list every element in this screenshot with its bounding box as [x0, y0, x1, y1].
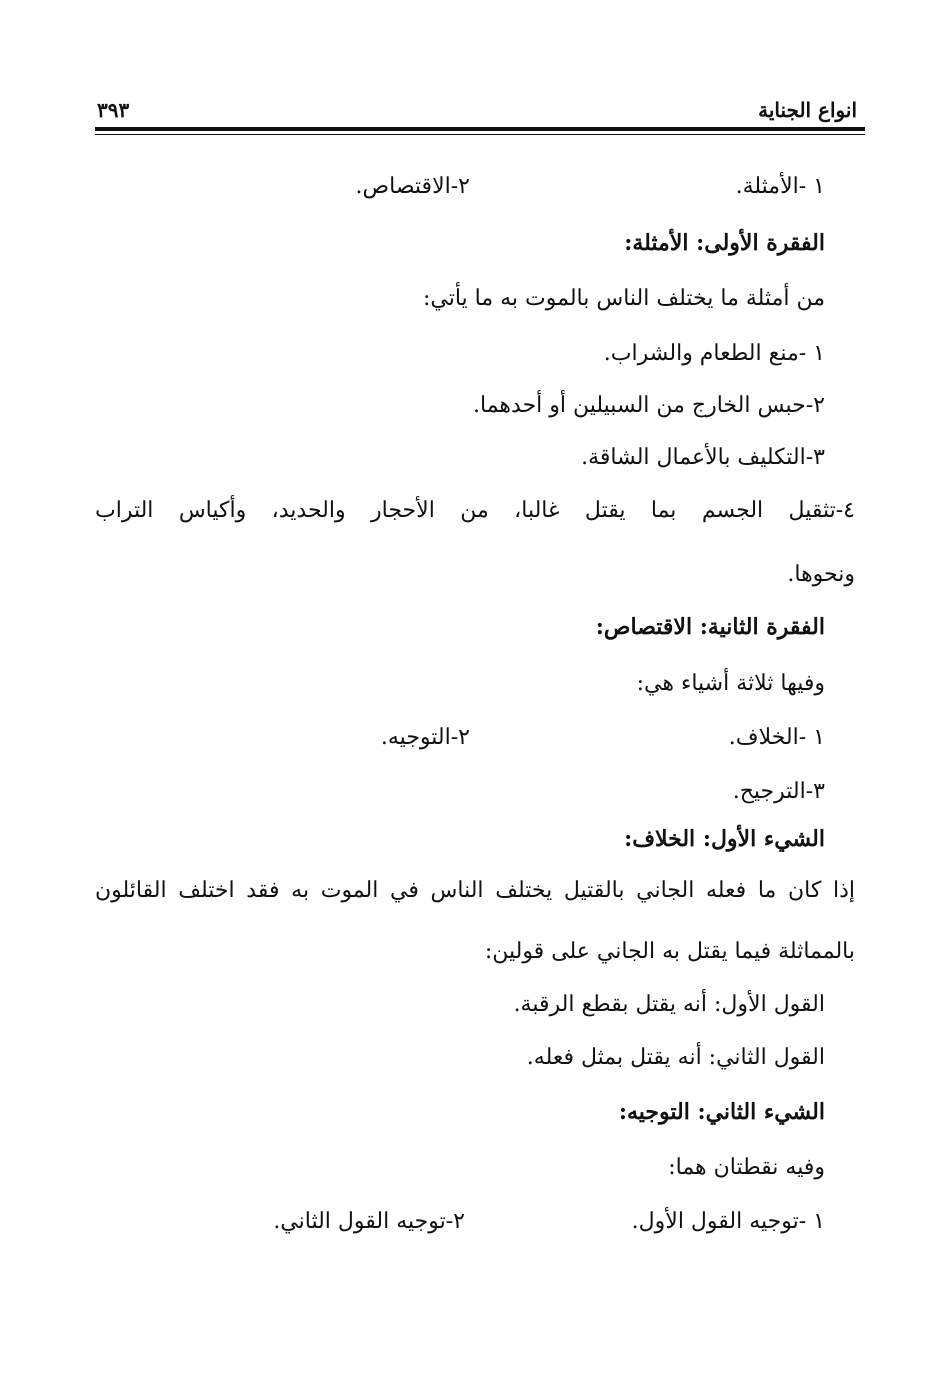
header-rule-thick — [95, 127, 865, 131]
list-item-2: ٢-حبس الخارج من السبيلين أو أحدهما. — [473, 393, 825, 418]
paragraph-three-things: وفيها ثلاثة أشياء هي: — [636, 671, 825, 696]
opinion-first: القول الأول: أنه يقتل بقطع الرقبة. — [513, 992, 825, 1017]
section-heading-justification: الشيء الثاني: التوجيه: — [618, 1099, 825, 1125]
paragraph-two-points: وفيه نقطتان هما: — [668, 1155, 825, 1180]
list-item-justify-second: ٢-توجيه القول الثاني. — [273, 1209, 465, 1234]
list-item-1: ١ -منع الطعام والشراب. — [603, 341, 825, 366]
list-item-4: ٤-تثقيل الجسم بما يقتل غالبا، من الأحجار والحديد، وأكياس التراب — [95, 498, 855, 523]
paragraph-disagreement-continuation: بالمماثلة فيما يقتل به الجاني على قولين: — [484, 939, 855, 964]
list-item-disagreement: ١ -الخلاف. — [728, 725, 825, 750]
list-item-retaliation: ٢-الاقتصاص. — [355, 174, 470, 199]
chapter-title: انواع الجناية — [758, 98, 857, 122]
header-rule-thin — [95, 134, 865, 135]
list-item-3: ٣-التكليف بالأعمال الشاقة. — [581, 445, 825, 470]
opinion-second: القول الثاني: أنه يقتل بمثل فعله. — [526, 1045, 825, 1070]
section-heading-examples: الفقرة الأولى: الأمثلة: — [624, 230, 825, 256]
list-item-preference: ٣-الترجيح. — [732, 779, 825, 804]
list-item-4-continuation: ونحوها. — [787, 562, 855, 587]
paragraph-intro: من أمثلة ما يختلف الناس بالموت به ما يأتي: — [422, 286, 825, 311]
section-heading-retaliation: الفقرة الثانية: الاقتصاص: — [595, 614, 825, 640]
list-item-justification: ٢-التوجيه. — [380, 725, 470, 750]
page-number: ٣٩٣ — [97, 98, 130, 122]
running-header — [95, 98, 865, 128]
section-heading-disagreement: الشيء الأول: الخلاف: — [624, 826, 825, 852]
paragraph-disagreement: إذا كان ما فعله الجاني بالقتيل يختلف الناس في الموت به فقد اختلف القائلون — [95, 878, 855, 903]
list-item-justify-first: ١ -توجيه القول الأول. — [631, 1209, 825, 1234]
list-item-examples: ١ -الأمثلة. — [735, 174, 825, 199]
